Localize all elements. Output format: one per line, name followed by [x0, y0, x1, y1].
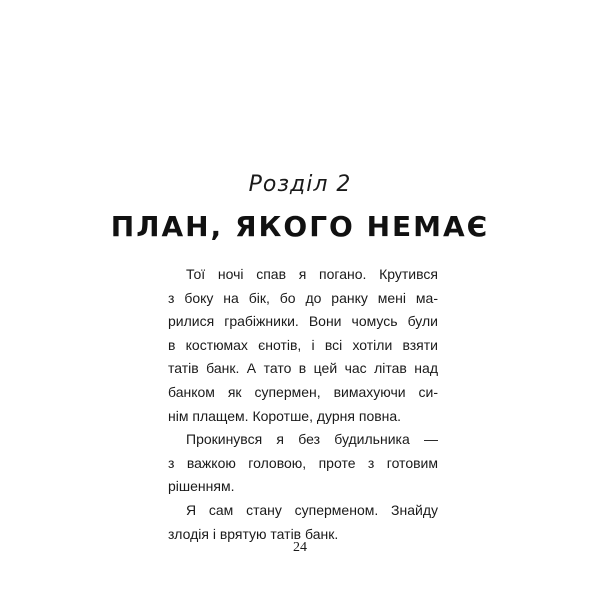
chapter-title: ПЛАН, ЯКОГО НЕМАЄ: [110, 210, 490, 243]
page-number: 24: [293, 540, 307, 555]
text-line: нім плащем. Коротше, дурня повна.: [168, 407, 402, 424]
text-line: татів банк. А тато в цей час літав над: [168, 360, 438, 377]
text-line: злодія і врятую татів банк.: [168, 525, 339, 542]
text-line: рішенням.: [168, 478, 235, 495]
text-line: Тої ночі спав я погано. Крутився: [186, 266, 438, 282]
text-line: рилися грабіжники. Вони чомусь були: [168, 313, 438, 330]
text-line: Прокинувся я без будильника —: [186, 431, 438, 448]
text-line: банком як супермен, вимахуючи си-: [168, 383, 438, 400]
text-line: з важкою головою, проте з готовим: [168, 454, 438, 471]
text-line: в костюмах єнотів, і всі хотіли взяти: [168, 336, 438, 353]
text-line: Я сам стану суперменом. Знайду: [186, 501, 438, 518]
body-text: [168, 263, 438, 546]
chapter-label: Розділ 2: [248, 172, 352, 197]
text-line: з боку на бік, бо до ранку мені ма-: [168, 289, 438, 306]
